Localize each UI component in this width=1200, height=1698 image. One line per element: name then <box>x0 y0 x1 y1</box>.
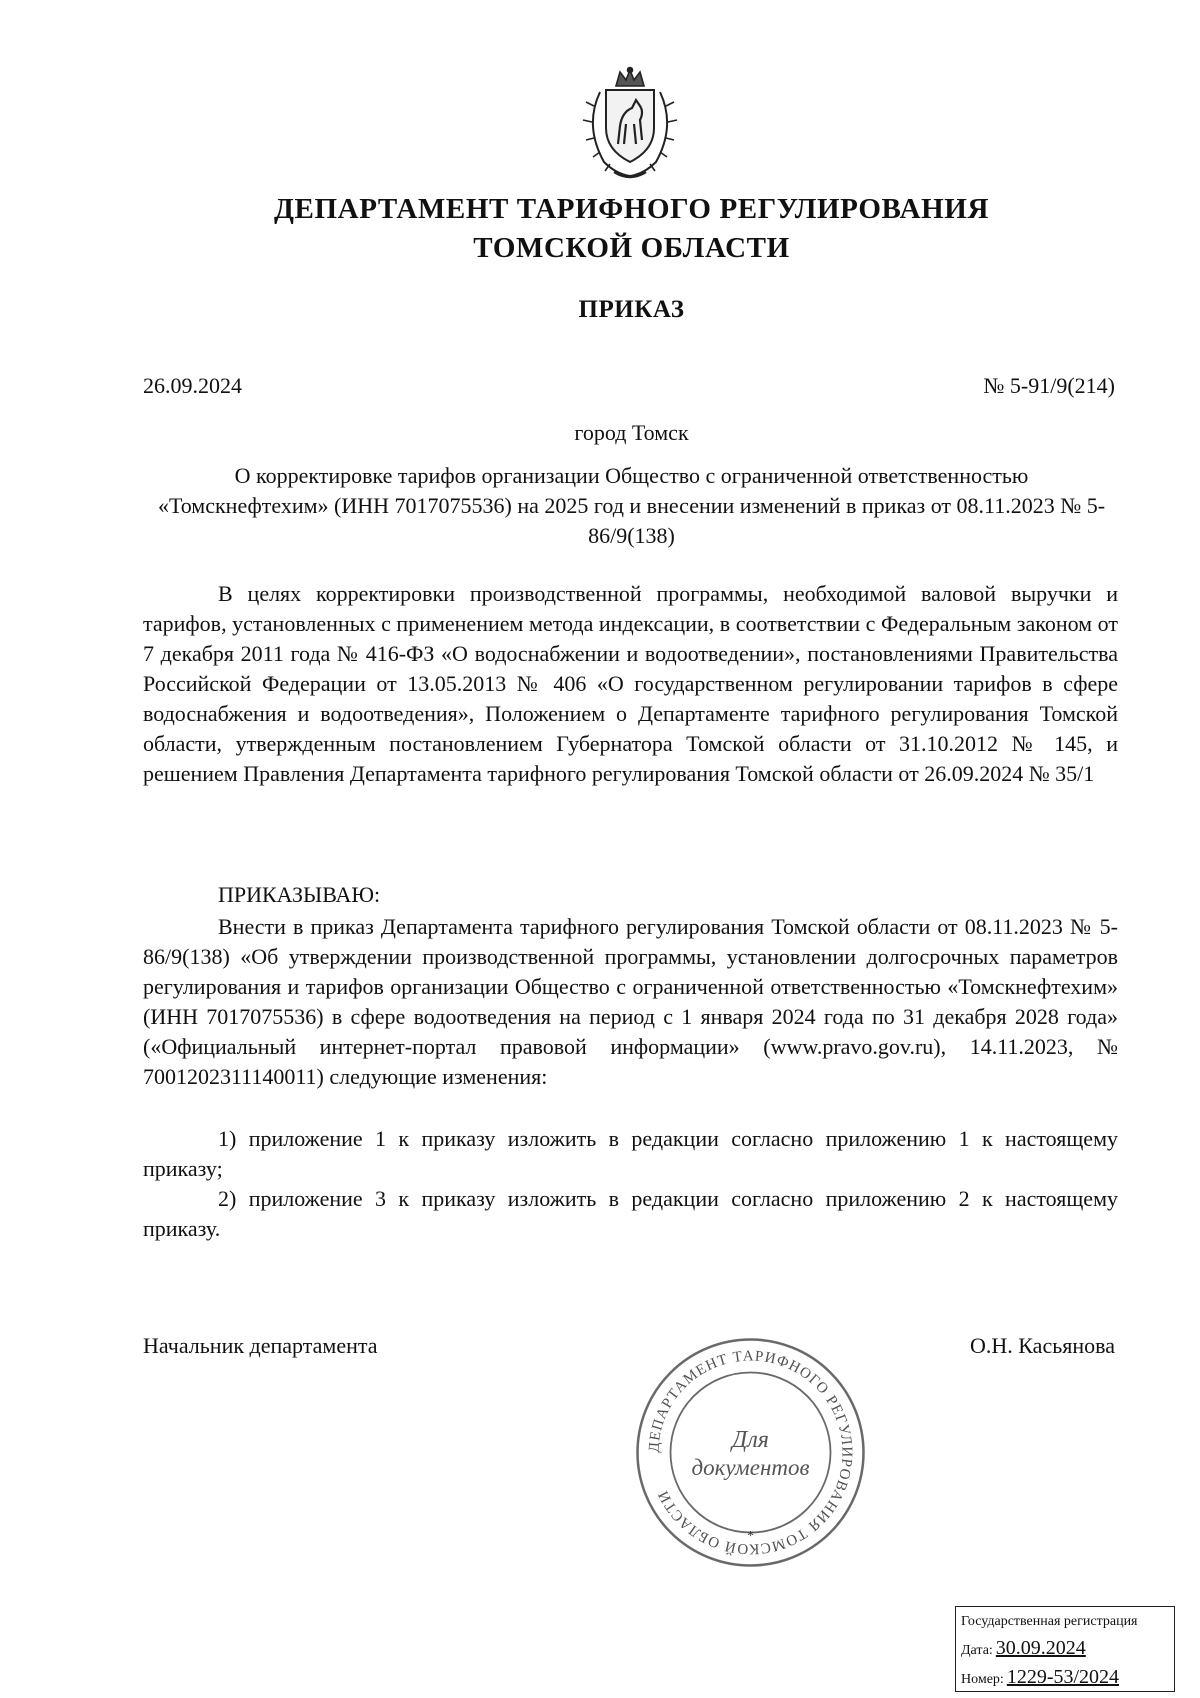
state-registration-box <box>955 1606 1175 1692</box>
signatory-name: О.Н. Касьянова <box>970 1333 1115 1358</box>
coat-of-arms-emblem <box>570 66 690 182</box>
registration-date: 30.09.2024 <box>995 1637 1086 1659</box>
signatory-position: Начальник департамента <box>143 1333 378 1358</box>
order-number: № 5-91/9(214) <box>983 373 1115 398</box>
department-title-line1: ДЕПАРТАМЕНТ ТАРИФНОГО РЕГУЛИРОВАНИЯ <box>274 193 989 225</box>
city-line: город Томск <box>574 420 689 445</box>
order-date: 26.09.2024 <box>143 373 242 398</box>
registration-label: Государственная регистрация <box>961 1614 1138 1629</box>
department-title-line2: ТОМСКОЙ ОБЛАСТИ <box>473 232 790 264</box>
official-stamp <box>633 1335 868 1570</box>
stamp-ring-text: ДЕПАРТАМЕНТ ТАРИФНОГО РЕГУЛИРОВАНИЯ ТОМСКОЙ ОБЛАСТИ <box>646 1348 855 1557</box>
order-keyword: ПРИКАЗЫВАЮ: <box>218 882 381 907</box>
registration-number-row <box>961 1664 1169 1693</box>
stamp-center-line2: документов <box>691 1455 810 1480</box>
registration-date-label: Дата: <box>961 1643 993 1658</box>
document-type-heading: ПРИКАЗ <box>578 296 685 323</box>
change-item-2: 2) приложение 3 к приказу изложить в редакции согласно приложению 2 к настоящему приказу. <box>143 1186 1118 1241</box>
preamble-paragraph: В целях корректировки производственной программы, необходимой валовой выручки и тарифов, установленных с применением метода индексации, в соответствии с Федеральным законом от 7 декабря 2011 года № 416-ФЗ «О водоснабжении и водоотведении», постановлениями Правительства Российской Федерации от 13.05.2013 № 406 «О государственном регулировании тарифов в сфере водоснабжения и водоотведения», Положением о Департаменте тарифного регулирования Томской области, утвержденным постановлением Губернатора Томской области от 31.10.2012 № 145, и решением Правления Департамента тарифного регулирования Томской области от 26.09.2024 № 35/1 <box>143 581 1118 786</box>
order-subject: О корректировке тарифов организации Общество с ограниченной ответственностью «Томскнефтехим» (ИНН 7017075536) на 2025 год и внесении изменений в приказ от 08.11.2023 № 5-86/9(138) <box>157 463 1106 548</box>
stamp-center-line1: Для <box>732 1427 769 1453</box>
change-item-1: 1) приложение 1 к приказу изложить в редакции согласно приложению 1 к настоящему приказу; <box>143 1126 1118 1181</box>
stamp-star-icon: * <box>747 1529 754 1544</box>
registration-number: 1229-53/2024 <box>1006 1666 1120 1688</box>
registration-date-row <box>961 1635 1169 1664</box>
registration-number-label: Номер: <box>961 1672 1004 1687</box>
main-clause-paragraph: Внести в приказ Департамента тарифного регулирования Томской области от 08.11.2023 № 5-86/9(138) «Об утверждении производственной программы, установлении долгосрочных параметров регулирования и тарифов организации Общество с ограниченной ответственностью «Томскнефтехим» (ИНН 7017075536) в сфере водоотведения на период с 1 января 2024 года по 31 декабря 2028 года» («Официальный интернет-портал правовой информации» (www.pravo.gov.ru), 14.11.2023, № 7001202311140011) следующие изменения: <box>143 914 1118 1089</box>
